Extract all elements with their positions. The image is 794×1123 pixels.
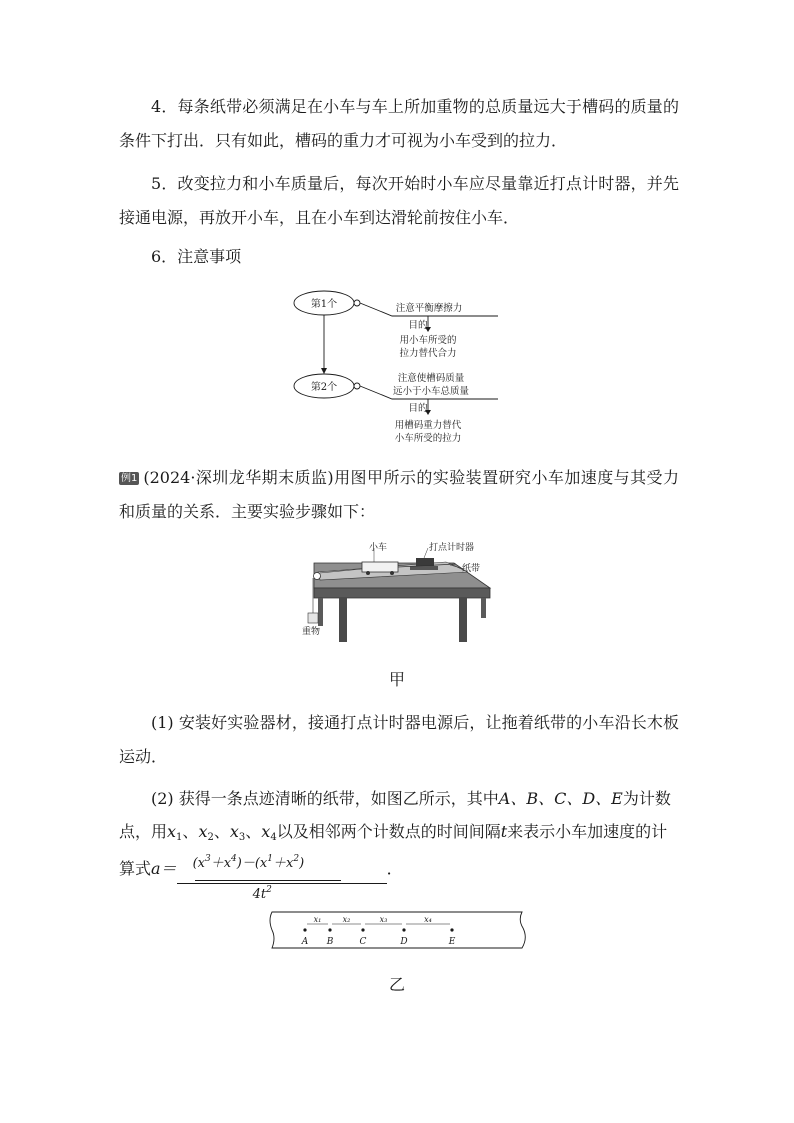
example-badge: 例1 <box>121 473 138 484</box>
label-cart: 小车 <box>369 543 388 553</box>
cart-wheel-1 <box>366 571 370 575</box>
q2-text-3a: 算式 <box>119 859 152 878</box>
answer-blank <box>177 854 387 902</box>
tape-dot-E <box>450 928 453 931</box>
note-2-purpose: 目的 <box>408 403 428 414</box>
q2-x3: x <box>229 822 239 841</box>
q2-x2: x <box>198 822 208 841</box>
tape-distance-label-3: x₃ <box>379 915 388 924</box>
timer-leader <box>424 548 428 558</box>
node-1-label: 第1个 <box>310 299 338 310</box>
tape-dot-B <box>328 928 331 931</box>
note-2-line-1: 用槽码重力替代 <box>394 420 462 431</box>
q2-text-1a: (2) 获得一条点迹清晰的纸带，如图乙所示，其中 <box>151 789 499 808</box>
note-1-line-2: 拉力替代合力 <box>399 348 457 359</box>
example-body: 用图甲所示的实验装置研究小车加速度与其受力和质量的关系．主要实验步骤如下： <box>119 468 679 521</box>
q2-t: t <box>500 822 508 841</box>
q2-a-eq: a＝ <box>151 859 177 878</box>
table-edge <box>314 588 490 598</box>
fraction-bar <box>195 880 341 881</box>
tape-distance-label-4: x₄ <box>424 915 432 924</box>
example-1-text <box>119 461 679 529</box>
tape-dot-D <box>402 928 405 931</box>
label-tape: 纸带 <box>462 564 481 574</box>
q2-x1-sub: 1 <box>176 832 183 843</box>
step-5-text: 5．改变拉力和小车质量后，每次开始时小车应尽量靠近打点计时器，并先接通电源，再放开小车，且在小车到达滑轮前按住小车． <box>119 174 679 227</box>
step-6-heading: 6．注意事项 <box>151 247 242 266</box>
note-2-line-2: 小车所受的拉力 <box>394 433 462 444</box>
question-2-line-3 <box>119 852 679 902</box>
q2-text-2c: 来表示小车加速度的计 <box>507 822 668 841</box>
tape-dot-A <box>303 928 306 931</box>
q2-text-2b: 以及相邻两个计数点的时间间隔 <box>276 822 501 841</box>
label-timer: 打点计时器 <box>429 543 475 553</box>
note-1-purpose: 目的 <box>408 320 428 331</box>
q2-x4: x <box>261 822 271 841</box>
q2-x2-sub: 2 <box>207 832 214 843</box>
q2-x4-sub: 4 <box>270 832 277 843</box>
cart-body <box>362 562 398 572</box>
cart-wheel-2 <box>390 571 394 575</box>
table-leg-back-right <box>481 598 486 618</box>
figure-b-caption: 乙 <box>389 975 406 994</box>
tape-distance-label-1: x₁ <box>313 915 322 924</box>
tape-point-label-A: A <box>301 937 309 947</box>
q2-x3-sub: 3 <box>238 832 246 843</box>
note-2-top-1: 注意使槽码质量 <box>397 373 465 384</box>
question-2-line-1 <box>119 782 679 816</box>
label-weight: 重物 <box>302 627 321 637</box>
precautions-diagram <box>290 288 505 448</box>
node-2-connector <box>354 383 360 389</box>
weight-block <box>308 613 318 623</box>
note-1-line-1: 用小车所受的 <box>399 335 457 346</box>
apparatus-figure <box>296 538 498 646</box>
answer-fraction <box>193 845 413 903</box>
q2-text-1b: 为计数 <box>622 789 671 808</box>
table-leg-front-left <box>339 598 347 642</box>
question-1-text: (1) 安装好实验器材，接通打点计时器电源后，让拖着纸带的小车沿长木板运动． <box>119 713 679 766</box>
pulley <box>314 573 321 580</box>
node-2-label: 第2个 <box>310 382 338 393</box>
tape-point-label-B: B <box>326 937 334 947</box>
tape-dot-C <box>361 928 364 931</box>
tape-point-label-C: C <box>359 937 367 947</box>
tape-point-label-E: E <box>448 937 456 947</box>
figure-a-caption: 甲 <box>389 670 406 689</box>
q2-end: ． <box>386 859 403 878</box>
tape-point-label-D: D <box>400 937 408 947</box>
timer-base <box>410 566 438 570</box>
fraction-numerator: $(x^3+x^4)-(x^1+x^2)$ <box>192 854 305 871</box>
tape-distance-label-2: x₂ <box>342 915 351 924</box>
question-2-line-2: 点，用$x_1$、$x_2$、$x_3$、$x_4$以及相邻两个计数点的时间间隔t来表示小车加速度的计 <box>119 822 668 843</box>
tape-outline <box>270 912 525 948</box>
q2-points: A、B、C、D、E <box>498 789 623 808</box>
node-1-connector <box>354 300 360 306</box>
q2-x1: x <box>167 822 177 841</box>
table-leg-back-left <box>318 598 323 626</box>
fraction-denominator: $4t^2$ <box>252 885 272 902</box>
note-2-top-2: 远小于小车总质量 <box>392 386 470 397</box>
node-link-arrow <box>321 368 327 374</box>
table-leg-front-right <box>459 598 467 642</box>
step-4-text: 4．每条纸带必须满足在小车与车上所加重物的总质量远大于槽码的质量的条件下打出．只有如此，槽码的重力才可视为小车受到的拉力． <box>119 97 679 150</box>
example-source: (2024·深圳龙华期末质监) <box>143 468 334 487</box>
tape-figure <box>268 910 530 952</box>
note-1-top: 注意平衡摩擦力 <box>395 303 463 314</box>
q2-text-2a: 点，用 <box>119 822 168 841</box>
